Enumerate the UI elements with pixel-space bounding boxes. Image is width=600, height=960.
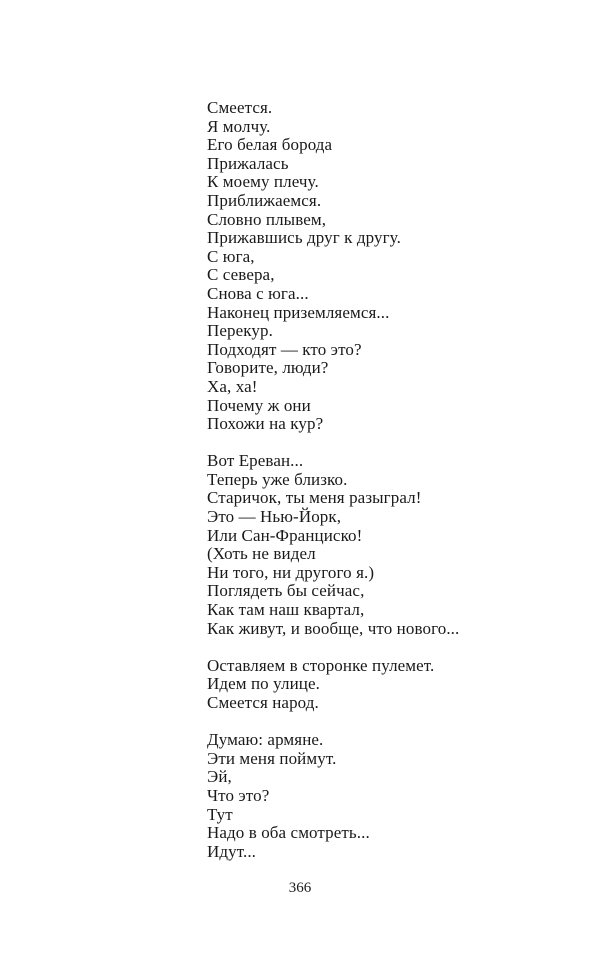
- poem-line: Говорите, люди?: [207, 358, 329, 378]
- poem-line: К моему плечу.: [207, 172, 319, 192]
- poem-line: Я молчу.: [207, 116, 271, 136]
- poem-line: С юга,: [207, 246, 255, 266]
- poem-line: С севера,: [207, 265, 275, 285]
- poem-line: Думаю: армяне.: [207, 730, 324, 750]
- poem-line: Как там наш квартал,: [207, 600, 365, 620]
- poem-line: Смеется народ.: [207, 693, 319, 712]
- poem-line: Словно плывем,: [207, 209, 327, 229]
- poem-line: (Хоть не видел: [207, 544, 316, 564]
- poem-line: Что это?: [207, 785, 270, 805]
- stanza-1: [207, 99, 567, 434]
- poem-line: Надо в оба смотреть...: [207, 823, 370, 843]
- stanza-3: [207, 657, 567, 713]
- poem-line: Снова с юга...: [207, 283, 309, 303]
- poem-line: Приближаемся.: [207, 190, 322, 210]
- poem-line: Идем по улице.: [207, 674, 320, 694]
- poem-line: Прижалась: [207, 153, 289, 173]
- poem-line: Прижавшись друг к другу.: [207, 228, 401, 248]
- poem-line: Поглядеть бы сейчас,: [207, 581, 365, 601]
- page-number: 366: [288, 880, 312, 896]
- poem-line: Ни того, ни другого я.): [207, 562, 375, 582]
- poem-line: Вот Ереван...: [207, 451, 304, 471]
- poem-line: Тут: [207, 804, 233, 824]
- poem-line: Идут...: [207, 841, 257, 861]
- poem-line: Наконец приземляемся...: [207, 302, 390, 322]
- poem-line: Эти меня поймут.: [207, 748, 337, 768]
- poem-line: Или Сан-Франциско!: [207, 525, 363, 545]
- poem-line: Оставляем в сторонке пулемет.: [207, 655, 435, 675]
- poem-line: Старичок, ты меня разыграл!: [207, 488, 422, 508]
- poem-line: Это — Нью-Йорк,: [207, 507, 342, 527]
- poem-line: Теперь уже близко.: [207, 469, 348, 489]
- poem-line: Почему ж они: [207, 395, 311, 415]
- poem-line: Смеется.: [207, 98, 273, 117]
- poem-text: [207, 99, 567, 861]
- poem-line: Эй,: [207, 767, 232, 787]
- poem-line: Его белая борода: [207, 135, 333, 155]
- stanza-4: [207, 731, 567, 861]
- poem-line: Как живут, и вообще, что нового...: [207, 618, 460, 638]
- poem-line: Ха, ха!: [207, 376, 258, 396]
- poem-line: Подходят — кто это?: [207, 339, 362, 359]
- stanza-2: [207, 452, 567, 638]
- poem-line: Перекур.: [207, 321, 273, 341]
- poem-line: Похожи на кур?: [207, 414, 324, 434]
